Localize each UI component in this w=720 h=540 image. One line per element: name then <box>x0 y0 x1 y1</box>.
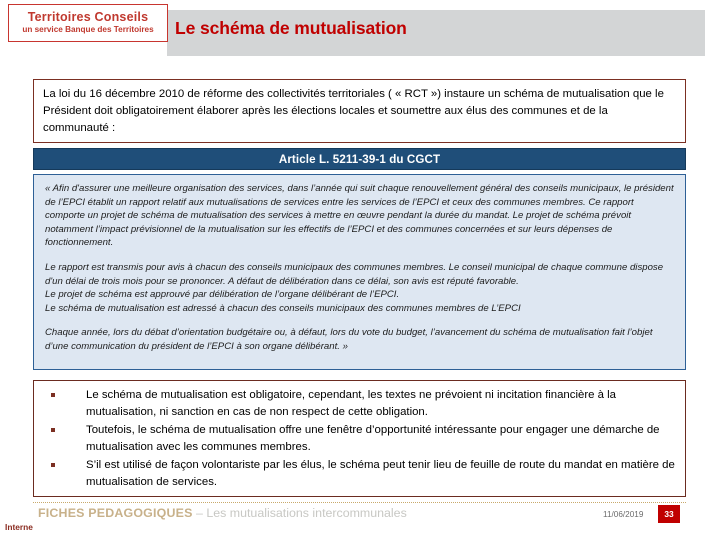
square-bullet-icon <box>51 428 55 432</box>
slide-header <box>0 0 720 62</box>
article-header-bar <box>33 148 686 170</box>
logo-subtitle: un service Banque des Territoires <box>22 25 154 34</box>
quote-paragraph-5: Chaque année, lors du débat d’orientation budgétaire ou, à défaut, lors du vote du budget, l’avancement du schéma de mutualisation fait l’objet d’une communication du président de l’EPCI à son organe délibérant. » <box>45 327 653 352</box>
list-item-text: Toutefois, le schéma de mutualisation offre une fenêtre d’opportunité intéressante pour engager une démarche de mutualisation avec les communes membres. <box>86 424 660 453</box>
quote-paragraph-1: « Afin d'assurer une meilleure organisation des services, dans l’année qui suit chaque renouvellement général des conseils municipaux, le président de l’EPCI établit un rapport relatif aux mutualisations de services entre les services de l’EPCI et ceux des communes membres. Ce rapport comporte un projet de schéma de mutualisation des services à mettre en œuvre pendant la durée du mandat. Le projet de schéma prévoit notamment l’impact prévisionnel de la mutualisation sur les effectifs de l’EPCI et des communes concernées et sur leurs dépenses de fonctionnement. <box>45 183 674 249</box>
square-bullet-icon <box>51 393 55 397</box>
page-number-badge: 33 <box>658 505 680 523</box>
logo-title: Territoires Conseils <box>27 10 149 24</box>
list-item <box>42 457 677 490</box>
intro-text: La loi du 16 décembre 2010 de réforme des collectivités territoriales ( « RCT ») instaure un schéma de mutualisation que le Président doit obligatoirement élaborer après les élections locales et soumettre aux élus des communes et de la communauté : <box>43 88 664 134</box>
key-points-box <box>33 380 686 497</box>
list-item <box>42 422 677 455</box>
footer-date: 11/06/2019 <box>603 510 644 519</box>
key-points-list <box>42 387 677 491</box>
list-item-text: Le schéma de mutualisation est obligatoire, cependant, les textes ne prévoient ni incitation financière à la mutualisation, ni sanction en cas de non respect de cette obligation. <box>86 389 616 418</box>
footer-title-strong: FICHES PEDAGOGIQUES <box>38 506 193 520</box>
intro-callout-box <box>33 79 686 143</box>
list-item-text: S’il est utilisé de façon volontariste par les élus, le schéma peut tenir lieu de feuille de route du mandat en matière de mutualisation de services. <box>86 459 675 488</box>
footer-title <box>38 506 407 520</box>
footer-divider <box>33 502 686 503</box>
quote-paragraph-2: Le rapport est transmis pour avis à chacun des conseils municipaux des communes membres. Le conseil municipal de chaque commune dispose d'un délai de trois mois pour se prononcer. A défaut de délibération dans ce délai, son avis est réputé favorable. <box>45 261 664 287</box>
page-title: Le schéma de mutualisation <box>175 18 407 38</box>
footer-title-rest: – Les mutualisations intercommunales <box>192 506 407 520</box>
article-quote-box <box>33 174 686 370</box>
territoires-conseils-logo <box>8 4 168 42</box>
quote-paragraph-3: Le projet de schéma est approuvé par délibération de l’organe délibérant de l’EPCI. <box>45 289 400 301</box>
article-header-label: Article L. 5211-39-1 du CGCT <box>278 152 441 166</box>
list-item <box>42 387 677 420</box>
quote-paragraph-4: Le schéma de mutualisation est adressé à chacun des conseils municipaux des communes membres de L’EPCI <box>45 302 521 314</box>
classification-label: Interne <box>5 522 33 532</box>
square-bullet-icon <box>51 463 55 467</box>
